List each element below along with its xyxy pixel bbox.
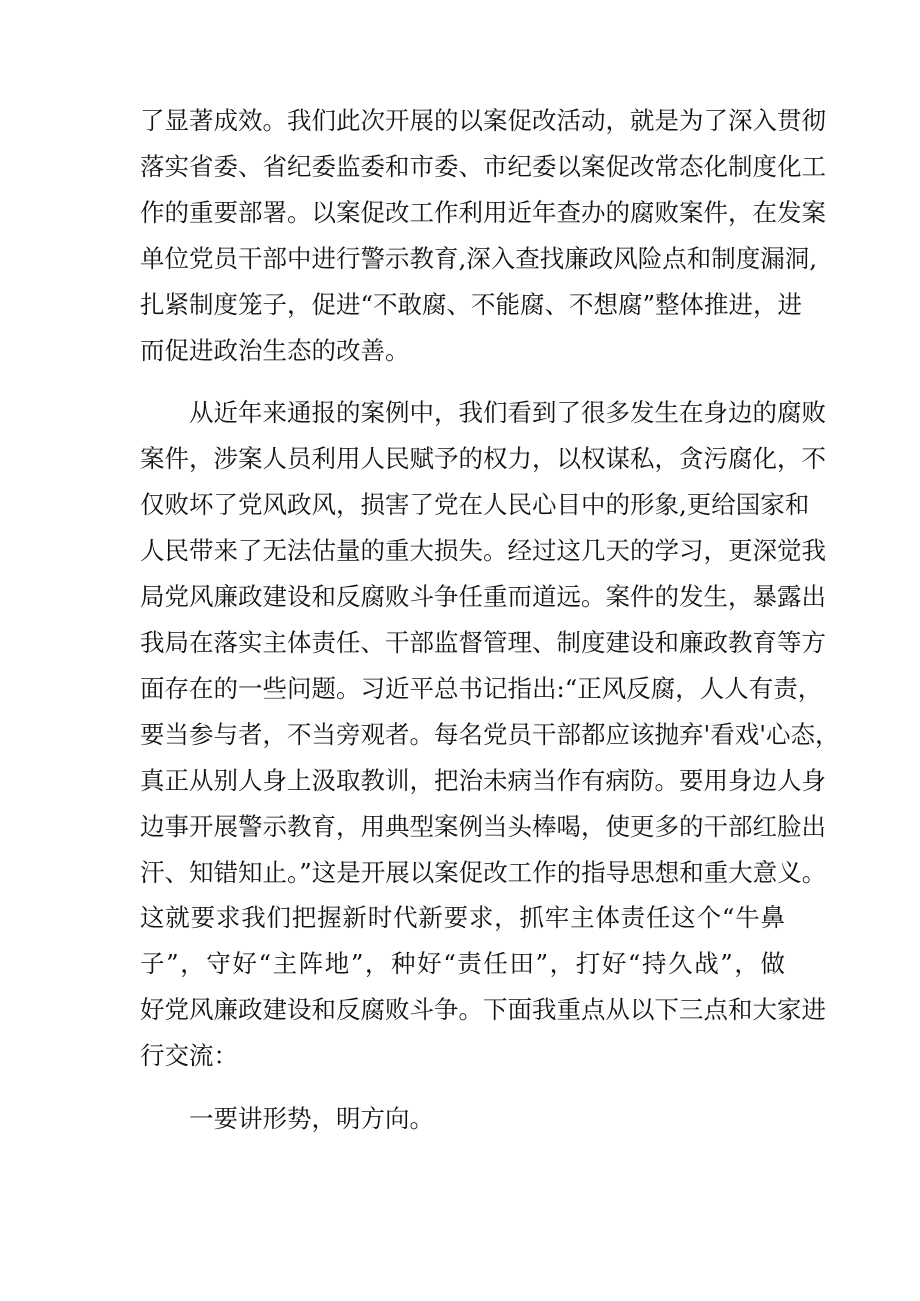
- text-line: 单位党员干部中进行警示教育,深入查找廉政风险点和制度漏洞,: [140, 243, 818, 273]
- text-line: 面存在的一些问题。习近平总书记指出:“正风反腐，人人有责，: [140, 673, 823, 703]
- text-line: 落实省委、省纪委监委和市委、市纪委以案促改常态化制度化工: [140, 151, 826, 181]
- text-line: 这就要求我们把握新时代新要求，抓牢主体责任这个“牛鼻: [140, 903, 785, 933]
- text-line: 要当参与者，不当旁观者。每名党员干部都应该抛弃'看戏'心态，: [140, 719, 840, 749]
- section-heading: 一要讲形势，明方向。: [189, 1104, 434, 1134]
- text-line: 从近年来通报的案例中，我们看到了很多发生在身边的腐败: [189, 398, 826, 428]
- text-line: 我局在落实主体责任、干部监督管理、制度建设和廉政教育等方: [140, 627, 826, 657]
- text-line: 扎紧制度笼子，促进“不敢腐、不能腐、不想腐”整体推进，进: [140, 289, 803, 319]
- document-body: [140, 98, 840, 1142]
- text-line: 案件，涉案人员利用人民赋予的权力，以权谋私，贪污腐化，不: [140, 444, 826, 474]
- paragraph-spacer: [140, 1079, 785, 1096]
- text-line: 作的重要部署。以案促改工作利用近年查办的腐败案件，在发案: [140, 197, 826, 227]
- text-line: 真正从别人身上汲取教训，把治未病当作有病防。要用身边人身: [140, 765, 826, 795]
- text-line: 仅败坏了党风政风，损害了党在人民心目中的形象,更给国家和: [140, 490, 810, 520]
- text-line: 边事开展警示教育，用典型案例当头棒喝，使更多的干部红脸出: [140, 811, 826, 841]
- text-line: 局党风廉政建设和反腐败斗争任重而道远。案件的发生，暴露出: [140, 582, 826, 612]
- text-line: 了显著成效。我们此次开展的以案促改活动，就是为了深入贯彻: [140, 106, 826, 135]
- text-line: 而促进政治生态的改善。: [140, 335, 410, 365]
- text-line: 汗、知错知止。”这是开展以案促改工作的指导思想和重大意义。: [140, 857, 827, 887]
- text-line: 行交流：: [140, 1041, 238, 1071]
- paragraph-2: [140, 390, 840, 1079]
- text-line: 好党风廉政建设和反腐败斗争。下面我重点从以下三点和大家进: [140, 995, 826, 1025]
- text-line: 人民带来了无法估量的重大损失。经过这几天的学习，更深觉我: [140, 536, 826, 566]
- text-line: 子”，守好“主阵地”，种好“责任田”，打好“持久战”，做: [140, 949, 785, 979]
- paragraph-1: [140, 98, 826, 373]
- paragraph-spacer: [140, 373, 785, 390]
- paragraph-3: [140, 1096, 785, 1142]
